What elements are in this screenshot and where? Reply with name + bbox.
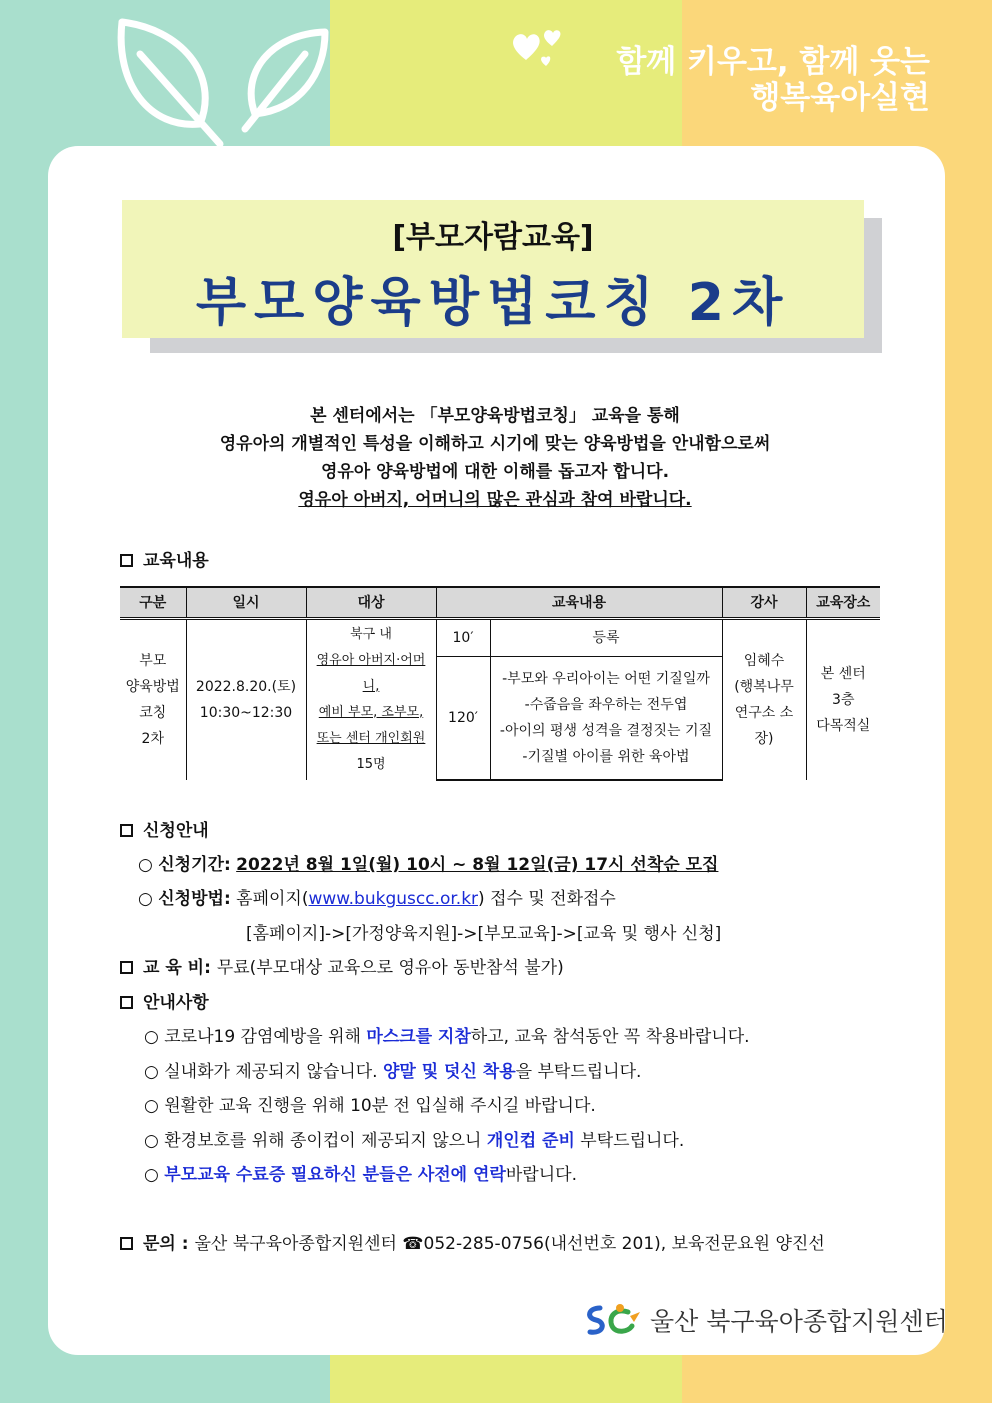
category-line: 부모	[139, 652, 167, 669]
bullet-icon: ○	[144, 1096, 159, 1116]
apply-section-label: 신청안내	[143, 821, 209, 841]
notice-item-5	[144, 1160, 577, 1185]
bullet-icon: ○	[144, 1027, 159, 1047]
place-line: 3층	[832, 691, 855, 708]
header-target: 대상	[306, 587, 436, 618]
place-line: 본 센터	[820, 665, 866, 682]
edu-table	[120, 586, 880, 781]
category-line: 2차	[141, 730, 164, 747]
intro-paragraph	[100, 402, 890, 514]
notice-highlight: 마스크를 지참	[366, 1027, 471, 1047]
content-item: -부모와 우리아이는 어떤 기질일까	[502, 670, 710, 687]
center-logo-icon	[582, 1302, 642, 1338]
instructor-line: 연구소 소장)	[734, 704, 794, 747]
target-line: 또는 센터 개인회원	[316, 730, 426, 746]
notice-highlight: 부모교육 수료증 필요하신 분들은 사전에 연락	[164, 1165, 506, 1185]
header-date: 일시	[186, 587, 306, 618]
bullet-icon: ○	[144, 1131, 159, 1151]
apply-period-value: 2022년 8월 1일(월) 10시 ~ 8월 12일(금) 17시 선착순 모집	[236, 855, 719, 875]
bullet-icon: ○	[144, 1062, 159, 1082]
cell-content-2	[490, 657, 722, 780]
notice-text: 원활한 교육 진행을 위해 10분 전 입실해 주시길 바랍니다.	[164, 1096, 596, 1116]
notice-section-label: 안내사항	[143, 993, 209, 1013]
cell-instructor	[722, 618, 806, 780]
instructor-line: (행복나무	[734, 678, 794, 695]
apply-section-heading	[120, 816, 209, 841]
contact-line	[120, 1229, 825, 1254]
header-content: 교육내용	[436, 587, 722, 618]
notice-highlight: 개인컵 준비	[486, 1131, 575, 1151]
apply-period-label: 신청기간:	[158, 855, 231, 875]
place-line: 다목적실	[816, 717, 871, 734]
time-text: 10:30~12:30	[199, 704, 293, 721]
content-item: -기질별 아이를 위한 육아법	[522, 748, 690, 765]
header-instructor: 강사	[722, 587, 806, 618]
apply-method-path: [홈페이지]->[가정양육지원]->[부모교육]->[교육 및 행사 신청]	[246, 924, 722, 944]
intro-line2: 영유아의 개별적인 특성을 이해하고 시기에 맞는 양육방법을 안내함으로써	[219, 434, 771, 454]
checkbox-square-icon	[120, 996, 133, 1009]
slogan-line2: 행복육아실현	[750, 80, 930, 116]
target-line: 예비 부모, 조부모,	[318, 704, 424, 720]
notice-section-heading	[120, 988, 209, 1013]
content-item: -아이의 평생 성격을 결정짓는 기질	[499, 722, 713, 739]
table-header-row	[120, 587, 880, 618]
cell-duration-2: 120′	[436, 657, 490, 780]
cell-duration-1: 10′	[436, 618, 490, 657]
cell-category	[120, 618, 186, 780]
header-place: 교육장소	[806, 587, 880, 618]
notice-item-1	[144, 1022, 750, 1047]
bullet-icon: ○	[138, 855, 153, 875]
notice-text: 하고, 교육 참석동안 꼭 착용바랍니다.	[470, 1027, 750, 1047]
checkbox-square-icon	[120, 554, 133, 567]
title-box	[122, 200, 864, 338]
notice-item-3	[144, 1091, 596, 1116]
contact-value: 울산 북구육아종합지원센터 ☎052-285-0756(내선번호 201), 보육전문요원 양진선	[194, 1234, 825, 1254]
notice-text: 실내화가 제공되지 않습니다.	[164, 1062, 383, 1082]
notice-text: 부탁드립니다.	[574, 1131, 685, 1151]
target-line: 북구 내	[350, 626, 392, 642]
page-title: 부모양육방법코칭 2차	[195, 273, 791, 333]
intro-line4: 영유아 아버지, 어머니의 많은 관심과 참여 바랍니다.	[298, 490, 692, 510]
apply-method-label: 신청방법:	[158, 889, 231, 909]
date-text: 2022.8.20.(토)	[195, 678, 297, 695]
checkbox-square-icon	[120, 961, 133, 974]
cell-place	[806, 618, 880, 780]
content-item: -수줍음을 좌우하는 전두엽	[524, 696, 688, 713]
apply-method	[138, 884, 616, 909]
homepage-link[interactable]: www.bukguscc.or.kr	[308, 889, 479, 909]
logo-text: 울산 북구육아종합지원센터	[650, 1307, 948, 1336]
category-line: 코칭	[139, 704, 167, 721]
notice-item-2	[144, 1057, 641, 1082]
cell-content-1: 등록	[490, 618, 722, 657]
notice-text: 환경보호를 위해 종이컵이 제공되지 않으니	[164, 1131, 487, 1151]
slogan	[616, 44, 930, 116]
edu-section-label: 교육내용	[143, 551, 209, 571]
leaves-icon	[110, 14, 340, 149]
slogan-line1: 함께 키우고, 함께 웃는	[616, 44, 930, 80]
target-count: 15명	[356, 756, 386, 772]
instructor-line: 임혜수	[743, 652, 785, 669]
fee-value: 무료(부모대상 교육으로 영유아 동반참석 불가)	[216, 958, 564, 978]
title-sub: [부모자람교육]	[392, 220, 594, 255]
hearts-icon	[508, 20, 568, 70]
fee-line	[120, 953, 564, 978]
notice-highlight: 양말 및 덧신 착용	[382, 1062, 516, 1082]
intro-line3: 영유아 양육방법에 대한 이해를 돕고자 합니다.	[320, 462, 670, 482]
cell-target	[306, 618, 436, 780]
apply-method-post: ) 접수 및 전화접수	[478, 889, 616, 909]
bullet-icon: ○	[144, 1165, 159, 1185]
category-line: 양육방법	[125, 678, 180, 695]
checkbox-square-icon	[120, 824, 133, 837]
table-row	[120, 618, 880, 657]
notice-text: 을 부탁드립니다.	[515, 1062, 642, 1082]
footer-logo	[582, 1302, 948, 1338]
intro-line1: 본 센터에서는 「부모양육방법코칭」 교육을 통해	[310, 406, 680, 426]
header-category: 구분	[120, 587, 186, 618]
target-line: 영유아 아버지·어머니,	[316, 652, 426, 694]
notice-text: 코로나19 감염예방을 위해	[164, 1027, 367, 1047]
contact-label: 문의 :	[143, 1234, 189, 1254]
edu-section-heading	[120, 546, 209, 571]
cell-datetime	[186, 618, 306, 780]
apply-method-pre: 홈페이지(	[236, 889, 309, 909]
apply-period	[138, 850, 718, 875]
checkbox-square-icon	[120, 1237, 133, 1250]
notice-item-4	[144, 1126, 684, 1151]
bullet-icon: ○	[138, 889, 153, 909]
notice-text: 바랍니다.	[505, 1165, 577, 1185]
fee-label: 교 육 비:	[143, 958, 211, 978]
